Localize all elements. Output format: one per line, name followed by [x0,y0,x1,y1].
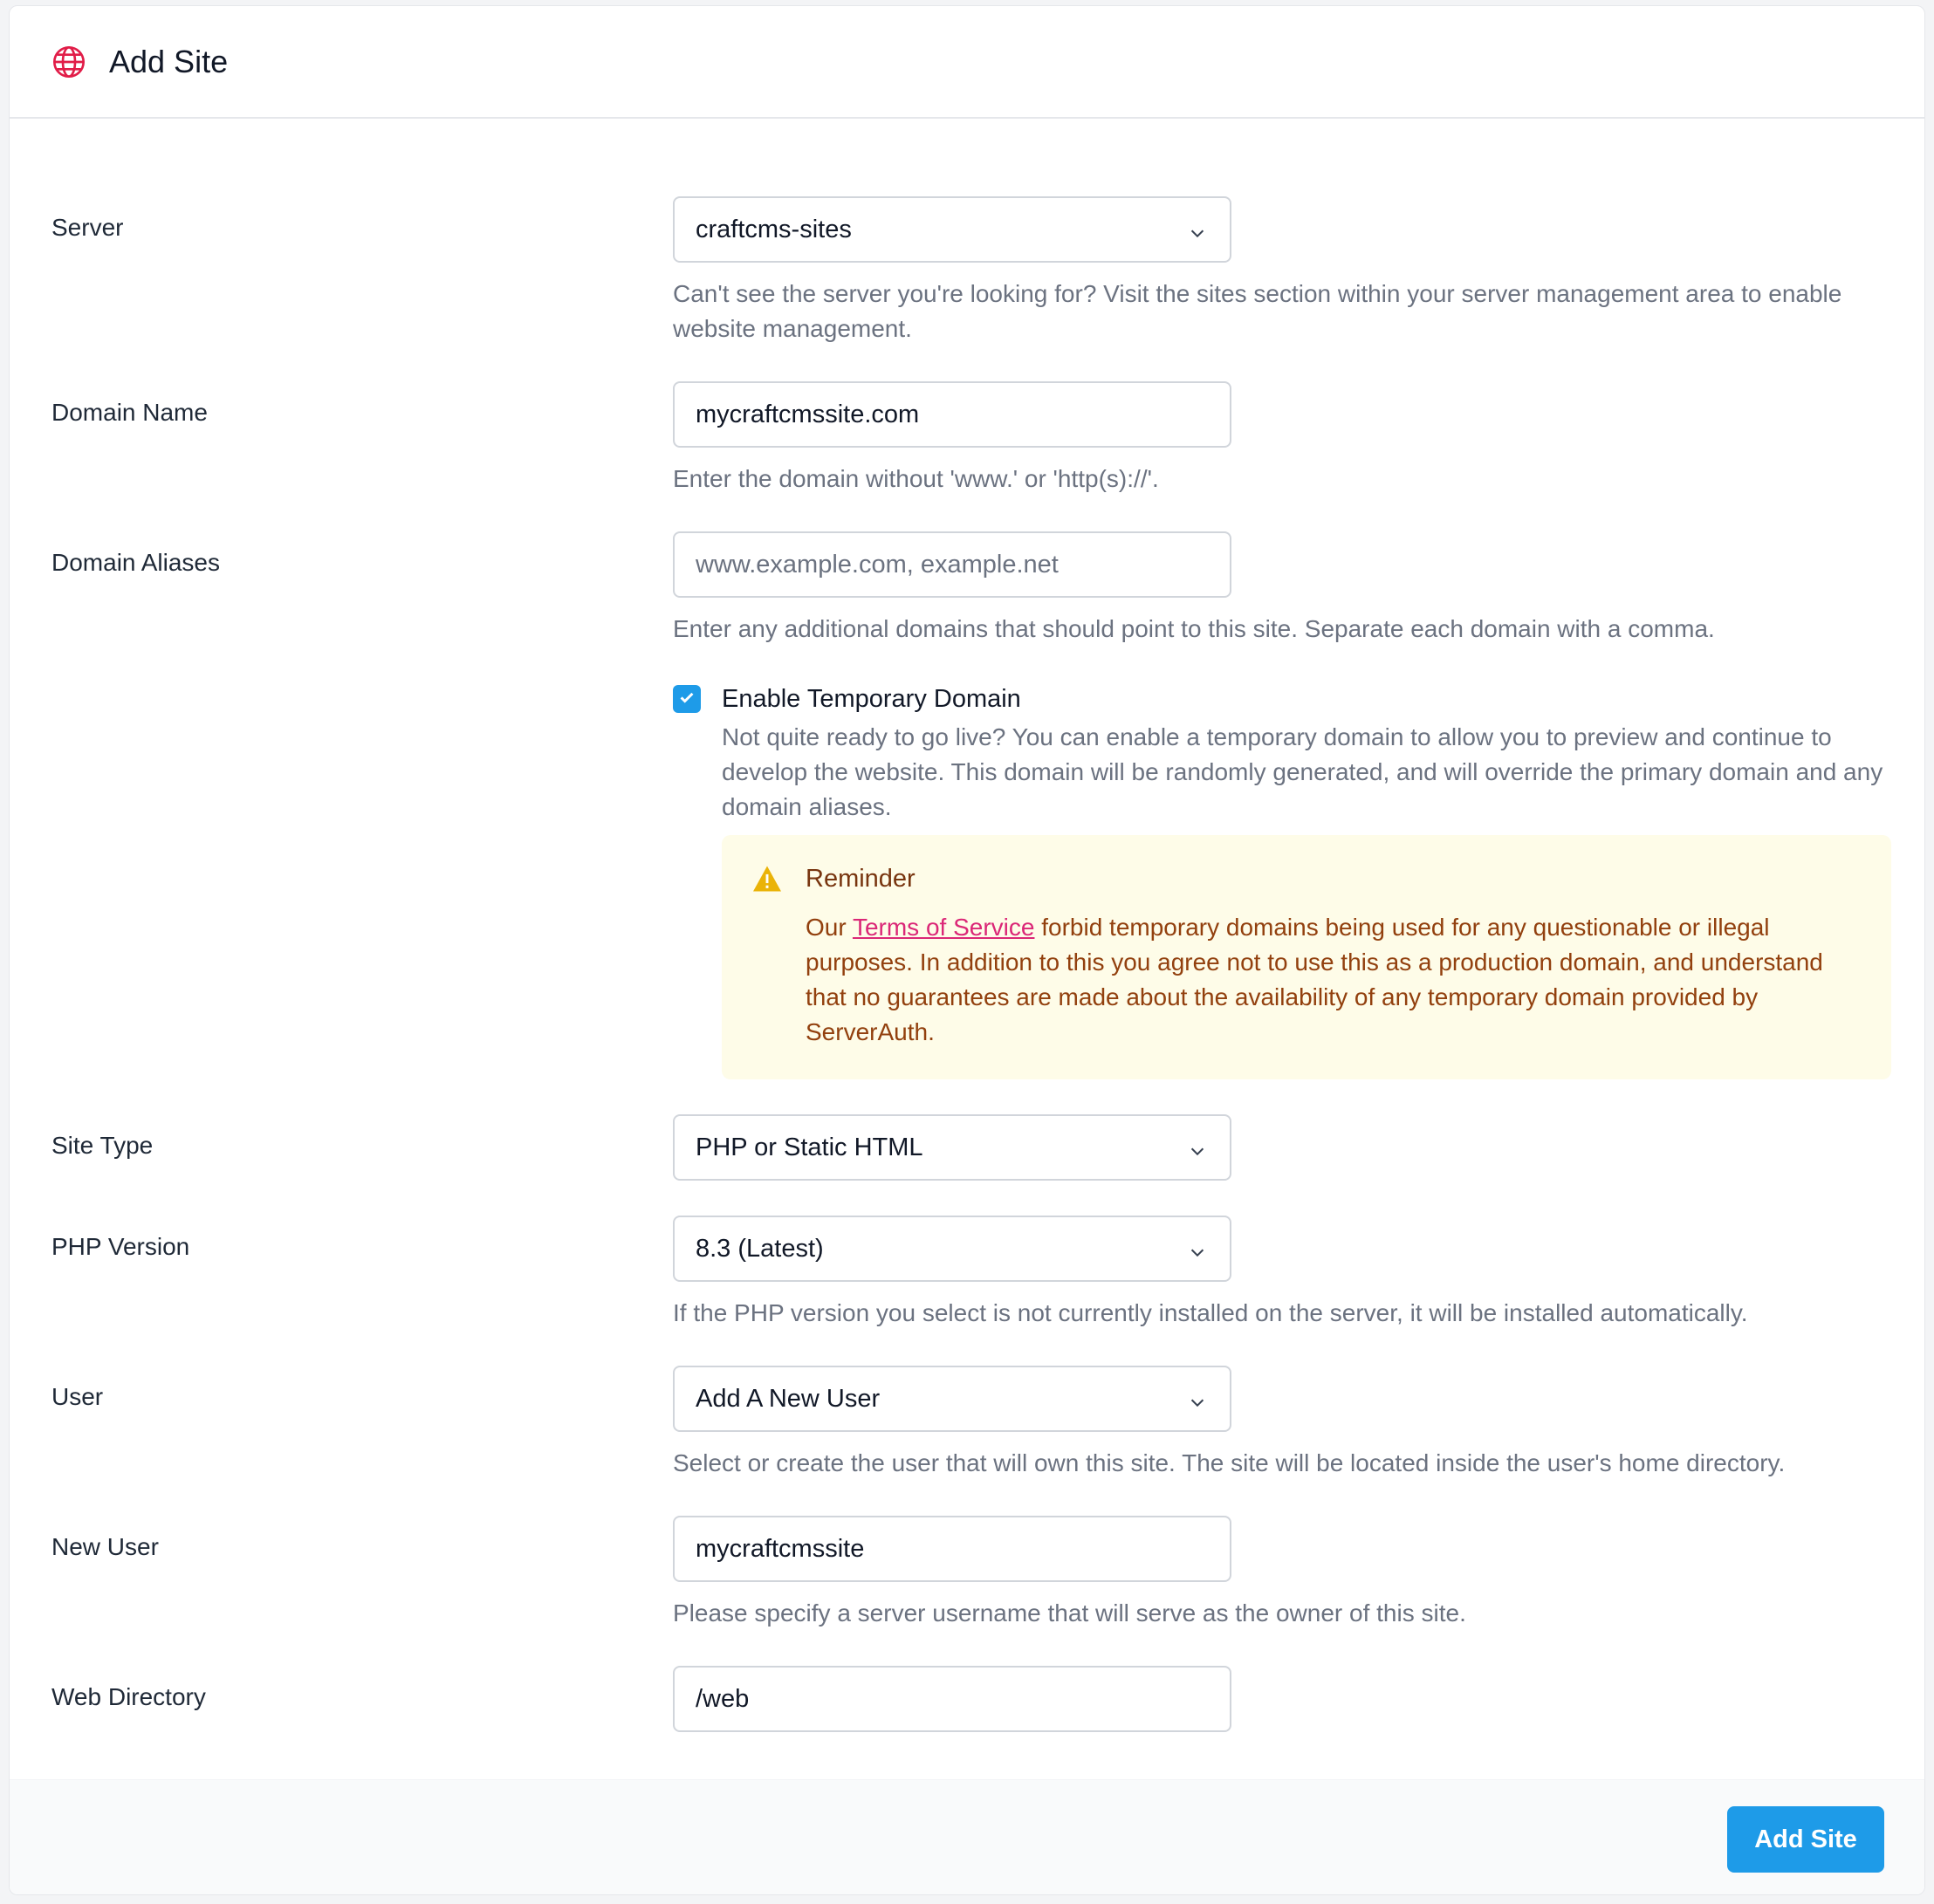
web-directory-label: Web Directory [51,1683,206,1710]
chevron-down-icon [1188,1139,1207,1158]
domain-aliases-label: Domain Aliases [51,549,220,576]
web-directory-value: /web [696,1684,750,1713]
user-label: User [51,1383,104,1410]
php-version-help: If the PHP version you select is not currently installed on the server, it will be installed automatically. [673,1299,1748,1326]
chevron-down-icon [1188,1240,1207,1259]
card-header [10,6,1924,119]
enable-temporary-domain-label: Enable Temporary Domain [722,685,1021,713]
chevron-down-icon [1188,1390,1207,1409]
php-version-label: PHP Version [51,1233,190,1260]
check-icon [677,688,696,711]
reminder-body-prefix: Our [806,914,853,941]
reminder-title: Reminder [806,865,916,893]
reminder-body-suffix: forbid temporary domains being used for any questionable or illegal purposes. In addition to this you agree not to use this as a production domain, and understand that no guarantees are made about the availability of any temporary domain provided by ServerAuth. [806,914,1823,1045]
globe-icon [51,43,90,81]
domain-aliases-placeholder: www.example.com, example.net [696,550,1059,579]
site-type-select[interactable] [673,1114,1231,1181]
reminder-alert [722,835,1891,1079]
php-version-select[interactable] [673,1216,1231,1282]
domain-name-help: Enter the domain without 'www.' or 'http(s)://'. [673,465,1159,492]
domain-name-label: Domain Name [51,399,208,426]
reminder-body [806,910,1870,1050]
domain-name-input[interactable] [673,381,1231,448]
page-title: Add Site [109,43,229,79]
add-site-card [9,5,1925,1895]
new-user-value: mycraftcmssite [696,1534,865,1563]
new-user-help: Please specify a server username that will serve as the owner of this site. [673,1599,1466,1627]
new-user-input[interactable] [673,1516,1231,1582]
chevron-down-icon [1188,221,1207,240]
card-footer [10,1779,1924,1895]
warning-icon [751,865,783,893]
temporary-domain-description: Not quite ready to go live? You can enable a temporary domain to allow you to preview and continue to develop the website. This domain will be randomly generated, and will override the primary domain and any domain aliases. [722,723,1883,820]
domain-aliases-input[interactable] [673,531,1231,598]
server-help: Can't see the server you're looking for? Visit the sites section within your server management area to enable website management. [673,280,1842,342]
domain-aliases-help: Enter any additional domains that should point to this site. Separate each domain with a comma. [673,615,1715,642]
new-user-label: New User [51,1533,159,1560]
site-type-label: Site Type [51,1132,154,1159]
user-value: Add A New User [696,1384,881,1413]
server-select-value: craftcms-sites [696,215,852,243]
user-help: Select or create the user that will own this site. The site will be located inside the user's home directory. [673,1449,1786,1476]
site-type-value: PHP or Static HTML [696,1133,923,1161]
server-label: Server [51,214,124,241]
user-select[interactable] [673,1366,1231,1432]
enable-temporary-domain-checkbox[interactable] [673,685,701,713]
domain-name-value: mycraftcmssite.com [696,400,920,428]
web-directory-input[interactable] [673,1666,1231,1732]
add-site-button[interactable]: Add Site [1727,1806,1884,1873]
php-version-value: 8.3 (Latest) [696,1234,824,1263]
server-select[interactable] [673,196,1231,263]
terms-of-service-link[interactable]: Terms of Service [852,914,1035,941]
